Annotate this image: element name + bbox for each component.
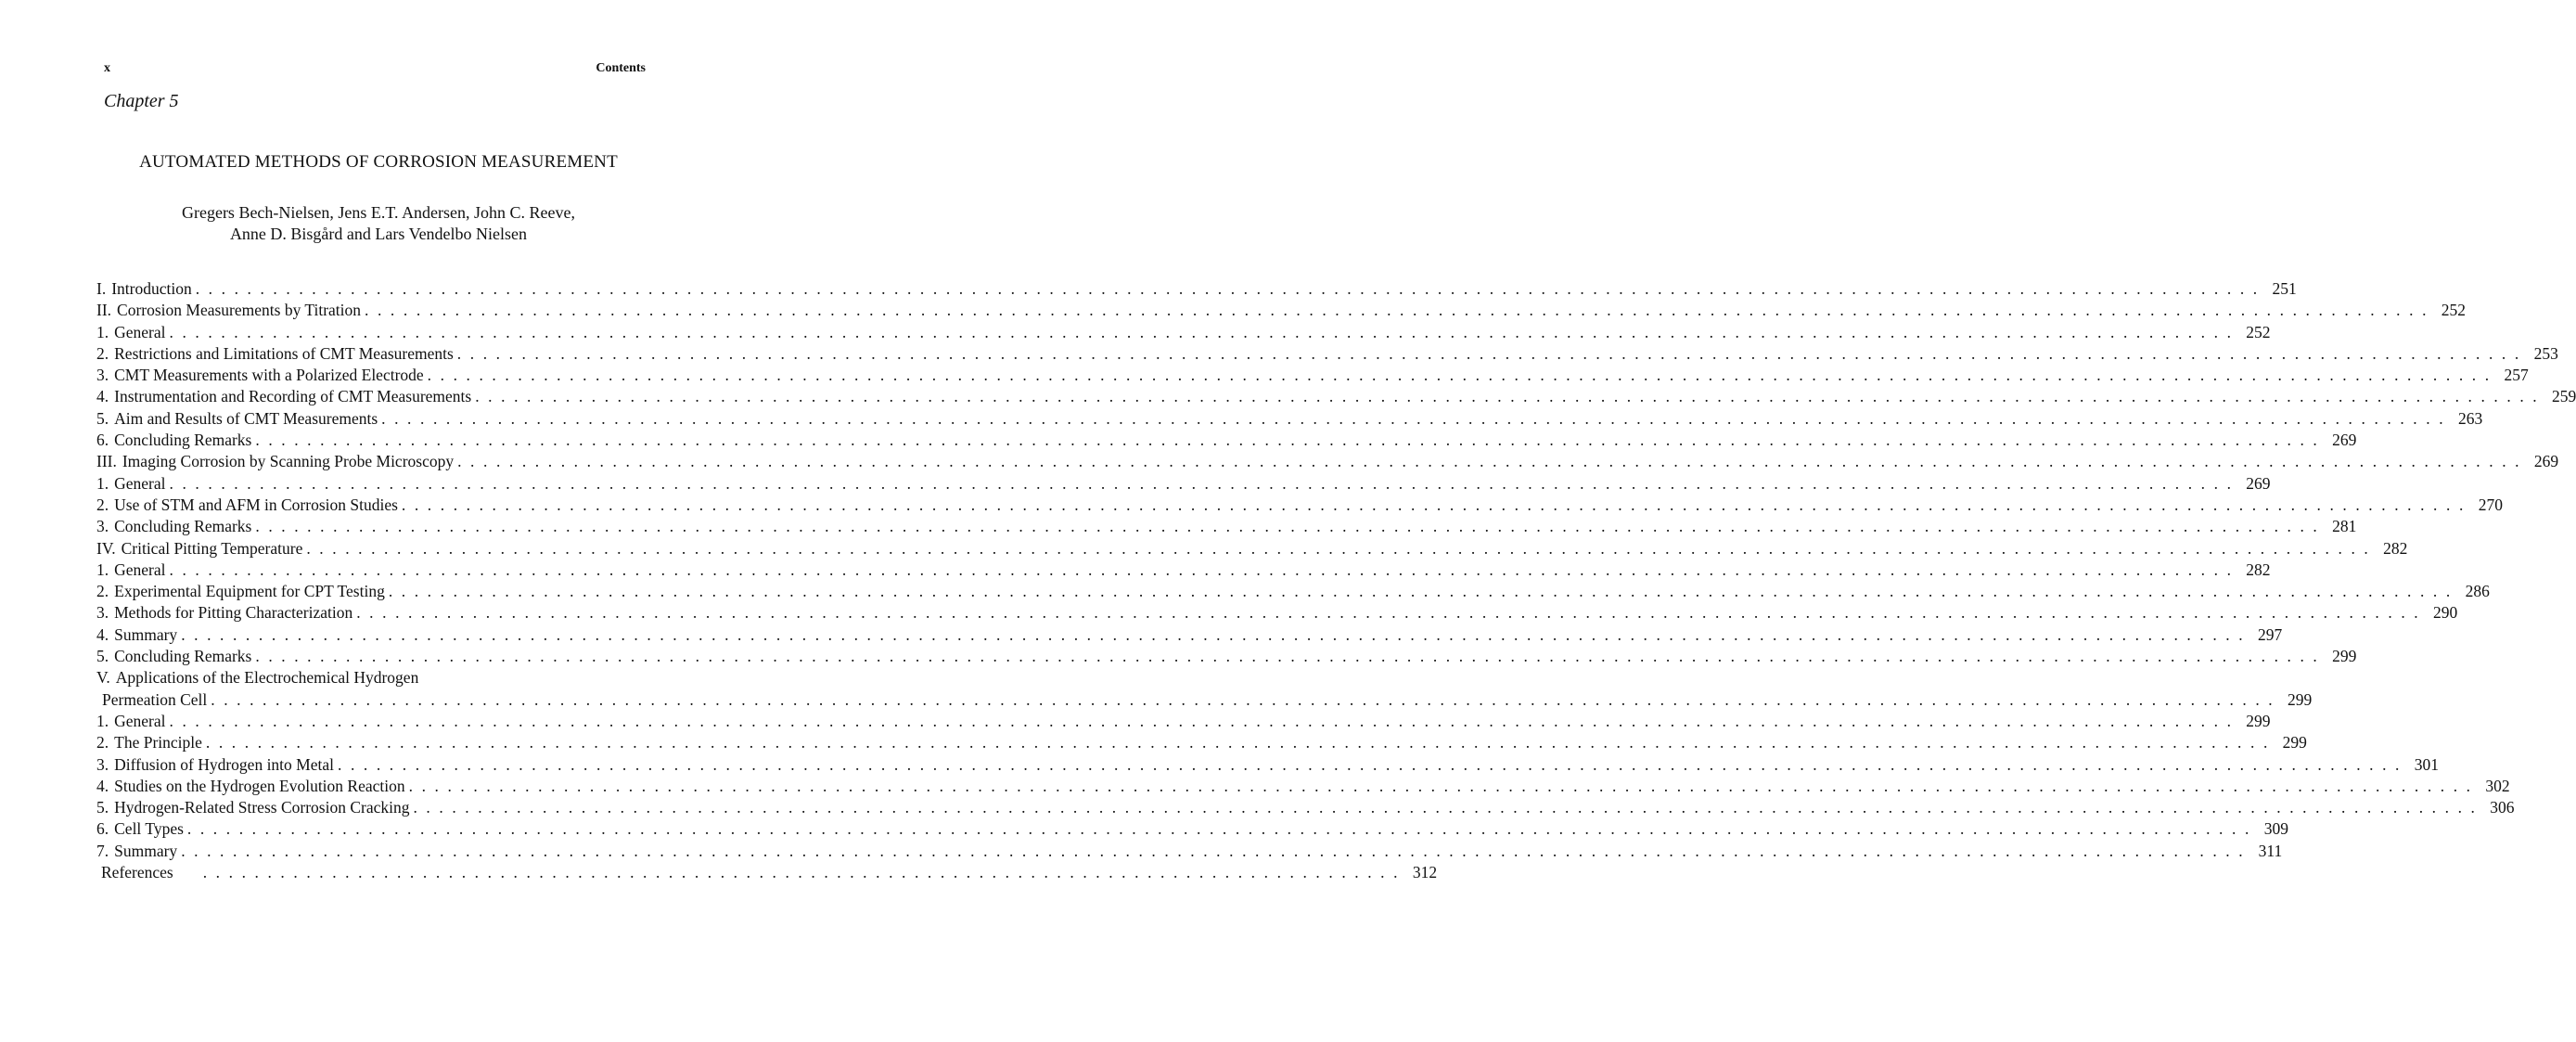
toc-leader-dots: . . . . . . . . . . . . . . . . . . . . . . . . . . . . . . . . . . . . . . . . . . . . . . . . . . . . . . . . . . . . . . . . . . . . . . . . . . . . . . . . . . . . . . . . . . . . . . . . . . . . . . . . . . . . . . . . . . . . . . . . . . . . . . . . . . . . . . . . . . . . . . . . . . . . . . . . . . . . . . . . <box>457 452 2522 471</box>
toc-subsection-entry[interactable] <box>96 386 2576 407</box>
toc-leader-dots: . . . . . . . . . . . . . . . . . . . . . . . . . . . . . . . . . . . . . . . . . . . . . . . . . . . . . . . . . . . . . . . . . . . . . . . . . . . . . . . . . . . . . . . . . . . . . . . . . . . . . . . . . . . . . . . . . . . . . . . . . . . . . . . . . . . . . . . . . . . . . . . . . . . . . . . . . . . . . . . . <box>255 517 2320 536</box>
toc-leader-dots: . . . . . . . . . . . . . . . . . . . . . . . . . . . . . . . . . . . . . . . . . . . . . . . . . . . . . . . . . . . . . . . . . . . . . . . . . . . . . . . . . . . . . . . . . . . . . . . . . . . . . . . . . . . . . . . . . . . . . . . . . . . . . . . . . . . . . . . . . . . . . . . . . . . . . . . . . . . . . . . . <box>427 366 2492 385</box>
toc-leader-dots: . . . . . . . . . . . . . . . . . . . . . . . . . . . . . . . . . . . . . . . . . . . . . . . . . . . . . . . . . . . . . . . . . . . . . . . . . . . . . . . . . . . . . . . . . . . . . . . . . . . . . . . . . . . . . . . . . . . . . . . . . . . . . . . . . . . . . . . . . . . . . . . . . . . . . . . . . . . . . . . . <box>306 538 2371 558</box>
toc-subsection-entry[interactable] <box>96 408 2483 430</box>
toc-section-entry[interactable] <box>96 667 653 688</box>
toc-entry-number: 7. <box>96 841 109 860</box>
toc-entry-number: 4. <box>96 776 109 795</box>
toc-entry-title: Applications of the Electrochemical Hydrogen <box>115 668 419 688</box>
toc-leader-dots: . . . . . . . . . . . . . . . . . . . . . . . . . . . . . . . . . . . . . . . . . . . . . . . . . . . . . . . . . . . . . . . . . . . . . . . . . . . . . . . . . . . . . . . . . . . . . <box>202 863 1401 882</box>
toc-subsection-entry[interactable] <box>96 646 2357 667</box>
toc-entry-title: Concluding Remarks <box>114 431 252 450</box>
toc-subsection-entry[interactable] <box>96 473 2271 495</box>
toc-entry-references[interactable] <box>96 862 1438 883</box>
toc-subsection-entry[interactable] <box>96 322 2271 343</box>
toc-entry-number: 3. <box>96 517 109 536</box>
toc-entry-page: 269 <box>2246 473 2271 493</box>
toc-entry-number: 1. <box>96 473 109 493</box>
toc-entry-number: V. <box>96 668 110 688</box>
toc-entry-page: 269 <box>2533 452 2559 471</box>
toc-entry-number: 2. <box>96 582 109 601</box>
toc-entry-title: Imaging Corrosion by Scanning Probe Microscopy <box>122 452 455 471</box>
toc-leader-dots: . . . . . . . . . . . . . . . . . . . . . . . . . . . . . . . . . . . . . . . . . . . . . . . . . . . . . . . . . . . . . . . . . . . . . . . . . . . . . . . . . . . . . . . . . . . . . . . . . . . . . . . . . . . . . . . . . . . . . . . . . . . . . . . . . . . . . . . . . . . . . . . . . . . . . . . . . . . . . . . . <box>388 582 2453 601</box>
toc-entry-title: General <box>114 711 166 730</box>
toc-entry-page: 286 <box>2465 582 2490 601</box>
toc-entry-title: Introduction <box>111 279 192 298</box>
toc-subsection-entry[interactable] <box>96 430 2357 451</box>
toc-entry-number: 1. <box>96 322 109 341</box>
toc-entry-title: Concluding Remarks <box>114 647 252 666</box>
chapter-authors <box>0 202 757 245</box>
toc-section-entry[interactable] <box>96 300 2467 321</box>
toc-entry-number: 2. <box>96 343 109 363</box>
toc-entry-title: Corrosion Measurements by Titration <box>117 301 362 320</box>
toc-entry-number: II. <box>96 301 112 320</box>
toc-entry-page: 263 <box>2457 408 2483 428</box>
toc-subsection-entry[interactable] <box>96 581 2490 602</box>
toc-entry-page: 253 <box>2533 343 2558 363</box>
toc-entry-number: 3. <box>96 603 109 623</box>
toc-entry-page: 302 <box>2485 776 2510 795</box>
toc-subsection-entry[interactable] <box>96 841 2283 862</box>
toc-entry-page: 270 <box>2478 495 2503 514</box>
authors-line-1: Gregers Bech-Nielsen, Jens E.T. Andersen, John C. Reeve, <box>181 203 576 222</box>
toc-leader-dots: . . . . . . . . . . . . . . . . . . . . . . . . . . . . . . . . . . . . . . . . . . . . . . . . . . . . . . . . . . . . . . . . . . . . . . . . . . . . . . . . . . . . . . . . . . . . . . . . . . . . . . . . . . . . . . . . . . . . . . . . . . . . . . . . . . . . . . . . . . . . . . . . . . . . . . . . . . . . . . . . <box>205 733 2270 753</box>
toc-entry-page: 299 <box>2282 733 2307 753</box>
toc-section-entry[interactable] <box>96 278 2297 300</box>
toc-leader-dots: . . . . . . . . . . . . . . . . . . . . . . . . . . . . . . . . . . . . . . . . . . . . . . . . . . . . . . . . . . . . . . . . . . . . . . . . . . . . . . . . . . . . . . . . . . . . . . . . . . . . . . . . . . . . . . . . . . . . . . . . . . . . . . . . . . . . . . . . . . . . . . . . . . . . . . . . . . . . . . . . <box>169 473 2234 493</box>
toc-subsection-entry[interactable] <box>96 689 2313 711</box>
toc-entry-page: 269 <box>2332 431 2357 450</box>
toc-entry-number: 6. <box>96 431 109 450</box>
toc-entry-page: 251 <box>2272 279 2297 298</box>
table-of-contents <box>96 278 2576 883</box>
toc-entry-title: Restrictions and Limitations of CMT Measurements <box>114 343 454 363</box>
toc-entry-title: Hydrogen-Related Stress Corrosion Cracking <box>114 798 410 817</box>
toc-entry-number: III. <box>96 452 117 471</box>
toc-entry-title: References <box>101 863 173 882</box>
toc-leader-dots: . . . . . . . . . . . . . . . . . . . . . . . . . . . . . . . . . . . . . . . . . . . . . . . . . . . . . . . . . . . . . . . . . . . . . . . . . . . . . . . . . . . . . . . . . . . . . . . . . . . . . . . . . . . . . . . . . . . . . . . . . . . . . . . . . . . . . . . . . . . . . . . . . . . . . . . . . . . . . . . . <box>255 431 2320 450</box>
toc-leader-dots: . . . . . . . . . . . . . . . . . . . . . . . . . . . . . . . . . . . . . . . . . . . . . . . . . . . . . . . . . . . . . . . . . . . . . . . . . . . . . . . . . . . . . . . . . . . . . . . . . . . . . . . . . . . . . . . . . . . . . . . . . . . . . . . . . . . . . . . . . . . . . . . . . . . . . . . . . . . . . . . . <box>181 841 2246 860</box>
toc-entry-page: 299 <box>2332 647 2357 666</box>
toc-section-entry[interactable] <box>96 538 2408 560</box>
chapter-label: Chapter 5 <box>104 91 179 111</box>
toc-entry-page: 257 <box>2504 366 2529 385</box>
toc-entry-number: I. <box>96 279 107 298</box>
toc-entry-page: 290 <box>2433 603 2458 623</box>
toc-entry-title: Critical Pitting Temperature <box>121 538 303 558</box>
toc-leader-dots: . . . . . . . . . . . . . . . . . . . . . . . . . . . . . . . . . . . . . . . . . . . . . . . . . . . . . . . . . . . . . . . . . . . . . . . . . . . . . . . . . . . . . . . . . . . . . . . . . . . . . . . . . . . . . . . . . . . . . . . . . . . . . . . . . . . . . . . . . . . . . . . . . . . . . . . . . . . . . . . . <box>186 819 2251 839</box>
toc-subsection-entry[interactable] <box>96 624 2283 646</box>
toc-leader-dots: . . . . . . . . . . . . . . . . . . . . . . . . . . . . . . . . . . . . . . . . . . . . . . . . . . . . . . . . . . . . . . . . . . . . . . . . . . . . . . . . . . . . . . . . . . . . . . . . . . . . . . . . . . . . . . . . . . . . . . . . . . . . . . . . . . . . . . . . . . . . . . . . . . . . . . . . . . . . . . . . <box>169 711 2234 730</box>
toc-entry-title: General <box>114 322 166 341</box>
toc-entry-number: 2. <box>96 495 109 514</box>
toc-entry-title: CMT Measurements with a Polarized Electrode <box>114 366 424 385</box>
toc-subsection-entry[interactable] <box>96 365 2529 386</box>
toc-entry-page: 299 <box>2246 711 2271 730</box>
toc-subsection-entry[interactable] <box>96 732 2307 753</box>
toc-entry-title: Concluding Remarks <box>114 517 252 536</box>
toc-entry-title: Methods for Pitting Characterization <box>114 603 353 623</box>
toc-entry-number: 3. <box>96 754 109 774</box>
toc-leader-dots: . . . . . . . . . . . . . . . . . . . . . . . . . . . . . . . . . . . . . . . . . . . . . . . . . . . . . . . . . . . . . . . . . . . . . . . . . . . . . . . . . . . . . . . . . . . . . . . . . . . . . . . . . . . . . . . . . . . . . . . . . . . . . . . . . . . . . . . . . . . . . . . . . . . . . . . . . . . . . . . . <box>169 322 2234 341</box>
toc-entry-title: General <box>114 560 166 579</box>
toc-entry-page: 299 <box>2288 689 2313 709</box>
toc-entry-page: 252 <box>2246 322 2271 341</box>
toc-entry-page: 297 <box>2257 624 2283 644</box>
toc-subsection-entry[interactable] <box>96 818 2288 840</box>
toc-entry-page: 282 <box>2246 560 2271 579</box>
toc-entry-number: 4. <box>96 387 109 406</box>
toc-section-entry[interactable] <box>96 451 2559 472</box>
toc-entry-page: 282 <box>2383 538 2408 558</box>
toc-entry-title: Aim and Results of CMT Measurements <box>114 408 378 428</box>
toc-entry-page: 259 <box>2552 387 2576 406</box>
toc-leader-dots: . . . . . . . . . . . . . . . . . . . . . . . . . . . . . . . . . . . . . . . . . . . . . . . . . . . . . . . . . . . . . . . . . . . . . . . . . . . . . . . . . . . . . . . . . . . . . . . . . . . . . . . . . . . . . . . . . . . . . . . . . . . . . . . . . . . . . . . . . . . . . . . . . . . . . . . . . . . . . . . . <box>401 495 2466 514</box>
toc-entry-number: 4. <box>96 624 109 644</box>
toc-entry-title: Summary <box>114 624 178 644</box>
toc-leader-dots: . . . . . . . . . . . . . . . . . . . . . . . . . . . . . . . . . . . . . . . . . . . . . . . . . . . . . . . . . . . . . . . . . . . . . . . . . . . . . . . . . . . . . . . . . . . . . . . . . . . . . . . . . . . . . . . . . . . . . . . . . . . . . . . . . . . . . . . . . . . . . . . . . . . . . . . . . . . . . . . . <box>365 301 2429 320</box>
chapter-title: AUTOMATED METHODS OF CORROSION MEASUREMENT <box>139 152 618 172</box>
toc-entry-title: Experimental Equipment for CPT Testing <box>114 582 385 601</box>
toc-leader-dots: . . . . . . . . . . . . . . . . . . . . . . . . . . . . . . . . . . . . . . . . . . . . . . . . . . . . . . . . . . . . . . . . . . . . . . . . . . . . . . . . . . . . . . . . . . . . . . . . . . . . . . . . . . . . . . . . . . . . . . . . . . . . . . . . . . . . . . . . . . . . . . . . . . . . . . . . . . . . . . . . <box>408 776 2473 795</box>
toc-entry-number: 5. <box>96 647 109 666</box>
toc-entry-title: Studies on the Hydrogen Evolution Reaction <box>114 776 405 795</box>
toc-entry-page: 301 <box>2414 754 2440 774</box>
toc-leader-dots: . . . . . . . . . . . . . . . . . . . . . . . . . . . . . . . . . . . . . . . . . . . . . . . . . . . . . . . . . . . . . . . . . . . . . . . . . . . . . . . . . . . . . . . . . . . . . . . . . . . . . . . . . . . . . . . . . . . . . . . . . . . . . . . . . . . . . . . . . . . . . . . . . . . . . . . . . . . . . . . . <box>475 387 2540 406</box>
toc-entry-number: 6. <box>96 819 109 839</box>
toc-subsection-entry[interactable] <box>96 602 2458 624</box>
toc-entry-number: IV. <box>96 538 116 558</box>
toc-leader-dots: . . . . . . . . . . . . . . . . . . . . . . . . . . . . . . . . . . . . . . . . . . . . . . . . . . . . . . . . . . . . . . . . . . . . . . . . . . . . . . . . . . . . . . . . . . . . . . . . . . . . . . . . . . . . . . . . . . . . . . . . . . . . . . . . . . . . . . . . . . . . . . . . . . . . . . . . . . . . . . . . <box>195 279 2260 298</box>
toc-entry-page: 312 <box>1412 863 1438 882</box>
toc-leader-dots: . . . . . . . . . . . . . . . . . . . . . . . . . . . . . . . . . . . . . . . . . . . . . . . . . . . . . . . . . . . . . . . . . . . . . . . . . . . . . . . . . . . . . . . . . . . . . . . . . . . . . . . . . . . . . . . . . . . . . . . . . . . . . . . . . . . . . . . . . . . . . . . . . . . . . . . . . . . . . . . . <box>169 560 2234 579</box>
toc-leader-dots: . . . . . . . . . . . . . . . . . . . . . . . . . . . . . . . . . . . . . . . . . . . . . . . . . . . . . . . . . . . . . . . . . . . . . . . . . . . . . . . . . . . . . . . . . . . . . . . . . . . . . . . . . . . . . . . . . . . . . . . . . . . . . . . . . . . . . . . . . . . . . . . . . . . . . . . . . . . . . . . . <box>181 624 2246 644</box>
toc-entry-title: Use of STM and AFM in Corrosion Studies <box>114 495 398 514</box>
toc-entry-number: 5. <box>96 798 109 817</box>
toc-entry-title: Permeation Cell <box>102 689 208 709</box>
toc-entry-page: 281 <box>2332 517 2357 536</box>
authors-line-2: Anne D. Bisgård and Lars Vendelbo Nielsen <box>229 225 528 243</box>
toc-entry-number: 5. <box>96 408 109 428</box>
toc-leader-dots: . . . . . . . . . . . . . . . . . . . . . . . . . . . . . . . . . . . . . . . . . . . . . . . . . . . . . . . . . . . . . . . . . . . . . . . . . . . . . . . . . . . . . . . . . . . . . . . . . . . . . . . . . . . . . . . . . . . . . . . . . . . . . . . . . . . . . . . . . . . . . . . . . . . . . . . . . . . . . . . . <box>381 408 2446 428</box>
toc-leader-dots: . . . . . . . . . . . . . . . . . . . . . . . . . . . . . . . . . . . . . . . . . . . . . . . . . . . . . . . . . . . . . . . . . . . . . . . . . . . . . . . . . . . . . . . . . . . . . . . . . . . . . . . . . . . . . . . . . . . . . . . . . . . . . . . . . . . . . . . . . . . . . . . . . . . . . . . . . . . . . . . . <box>211 689 2275 709</box>
toc-leader-dots: . . . . . . . . . . . . . . . . . . . . . . . . . . . . . . . . . . . . . . . . . . . . . . . . . . . . . . . . . . . . . . . . . . . . . . . . . . . . . . . . . . . . . . . . . . . . . . . . . . . . . . . . . . . . . . . . . . . . . . . . . . . . . . . . . . . . . . . . . . . . . . . . . . . . . . . . . . . . . . . . <box>255 647 2320 666</box>
toc-subsection-entry[interactable] <box>96 711 2271 732</box>
toc-subsection-entry[interactable] <box>96 754 2440 776</box>
toc-entry-number: 1. <box>96 560 109 579</box>
toc-entry-page: 306 <box>2490 798 2515 817</box>
toc-subsection-entry[interactable] <box>96 776 2510 797</box>
toc-entry-page: 311 <box>2258 841 2283 860</box>
toc-entry-page: 309 <box>2263 819 2288 839</box>
toc-leader-dots: . . . . . . . . . . . . . . . . . . . . . . . . . . . . . . . . . . . . . . . . . . . . . . . . . . . . . . . . . . . . . . . . . . . . . . . . . . . . . . . . . . . . . . . . . . . . . . . . . . . . . . . . . . . . . . . . . . . . . . . . . . . . . . . . . . . . . . . . . . . . . . . . . . . . . . . . . . . . . . . . <box>356 603 2421 623</box>
toc-entry-title: The Principle <box>114 733 202 753</box>
toc-entry-page: 252 <box>2441 301 2467 320</box>
toc-subsection-entry[interactable] <box>96 495 2503 516</box>
running-head-page-number: x <box>104 61 110 75</box>
toc-leader-dots: . . . . . . . . . . . . . . . . . . . . . . . . . . . . . . . . . . . . . . . . . . . . . . . . . . . . . . . . . . . . . . . . . . . . . . . . . . . . . . . . . . . . . . . . . . . . . . . . . . . . . . . . . . . . . . . . . . . . . . . . . . . . . . . . . . . . . . . . . . . . . . . . . . . . . . . . . . . . . . . . <box>456 343 2521 363</box>
toc-entry-title: General <box>114 473 166 493</box>
toc-entry-title: Cell Types <box>114 819 184 839</box>
toc-entry-number: 2. <box>96 733 109 753</box>
toc-entry-title: Instrumentation and Recording of CMT Measurements <box>114 387 472 406</box>
toc-entry-title: Diffusion of Hydrogen into Metal <box>114 754 334 774</box>
toc-entry-title: Summary <box>114 841 178 860</box>
toc-subsection-entry[interactable] <box>96 516 2357 537</box>
toc-subsection-entry[interactable] <box>96 797 2515 818</box>
toc-entry-number: 1. <box>96 711 109 730</box>
toc-subsection-entry[interactable] <box>96 343 2558 365</box>
toc-leader-dots: . . . . . . . . . . . . . . . . . . . . . . . . . . . . . . . . . . . . . . . . . . . . . . . . . . . . . . . . . . . . . . . . . . . . . . . . . . . . . . . . . . . . . . . . . . . . . . . . . . . . . . . . . . . . . . . . . . . . . . . . . . . . . . . . . . . . . . . . . . . . . . . . . . . . . . . . . . . . . . . . <box>338 754 2403 774</box>
toc-subsection-entry[interactable] <box>96 560 2271 581</box>
running-head-title: Contents <box>596 61 646 75</box>
toc-entry-number: 3. <box>96 366 109 385</box>
toc-leader-dots: . . . . . . . . . . . . . . . . . . . . . . . . . . . . . . . . . . . . . . . . . . . . . . . . . . . . . . . . . . . . . . . . . . . . . . . . . . . . . . . . . . . . . . . . . . . . . . . . . . . . . . . . . . . . . . . . . . . . . . . . . . . . . . . . . . . . . . . . . . . . . . . . . . . . . . . . . . . . . . . . <box>413 798 2478 817</box>
